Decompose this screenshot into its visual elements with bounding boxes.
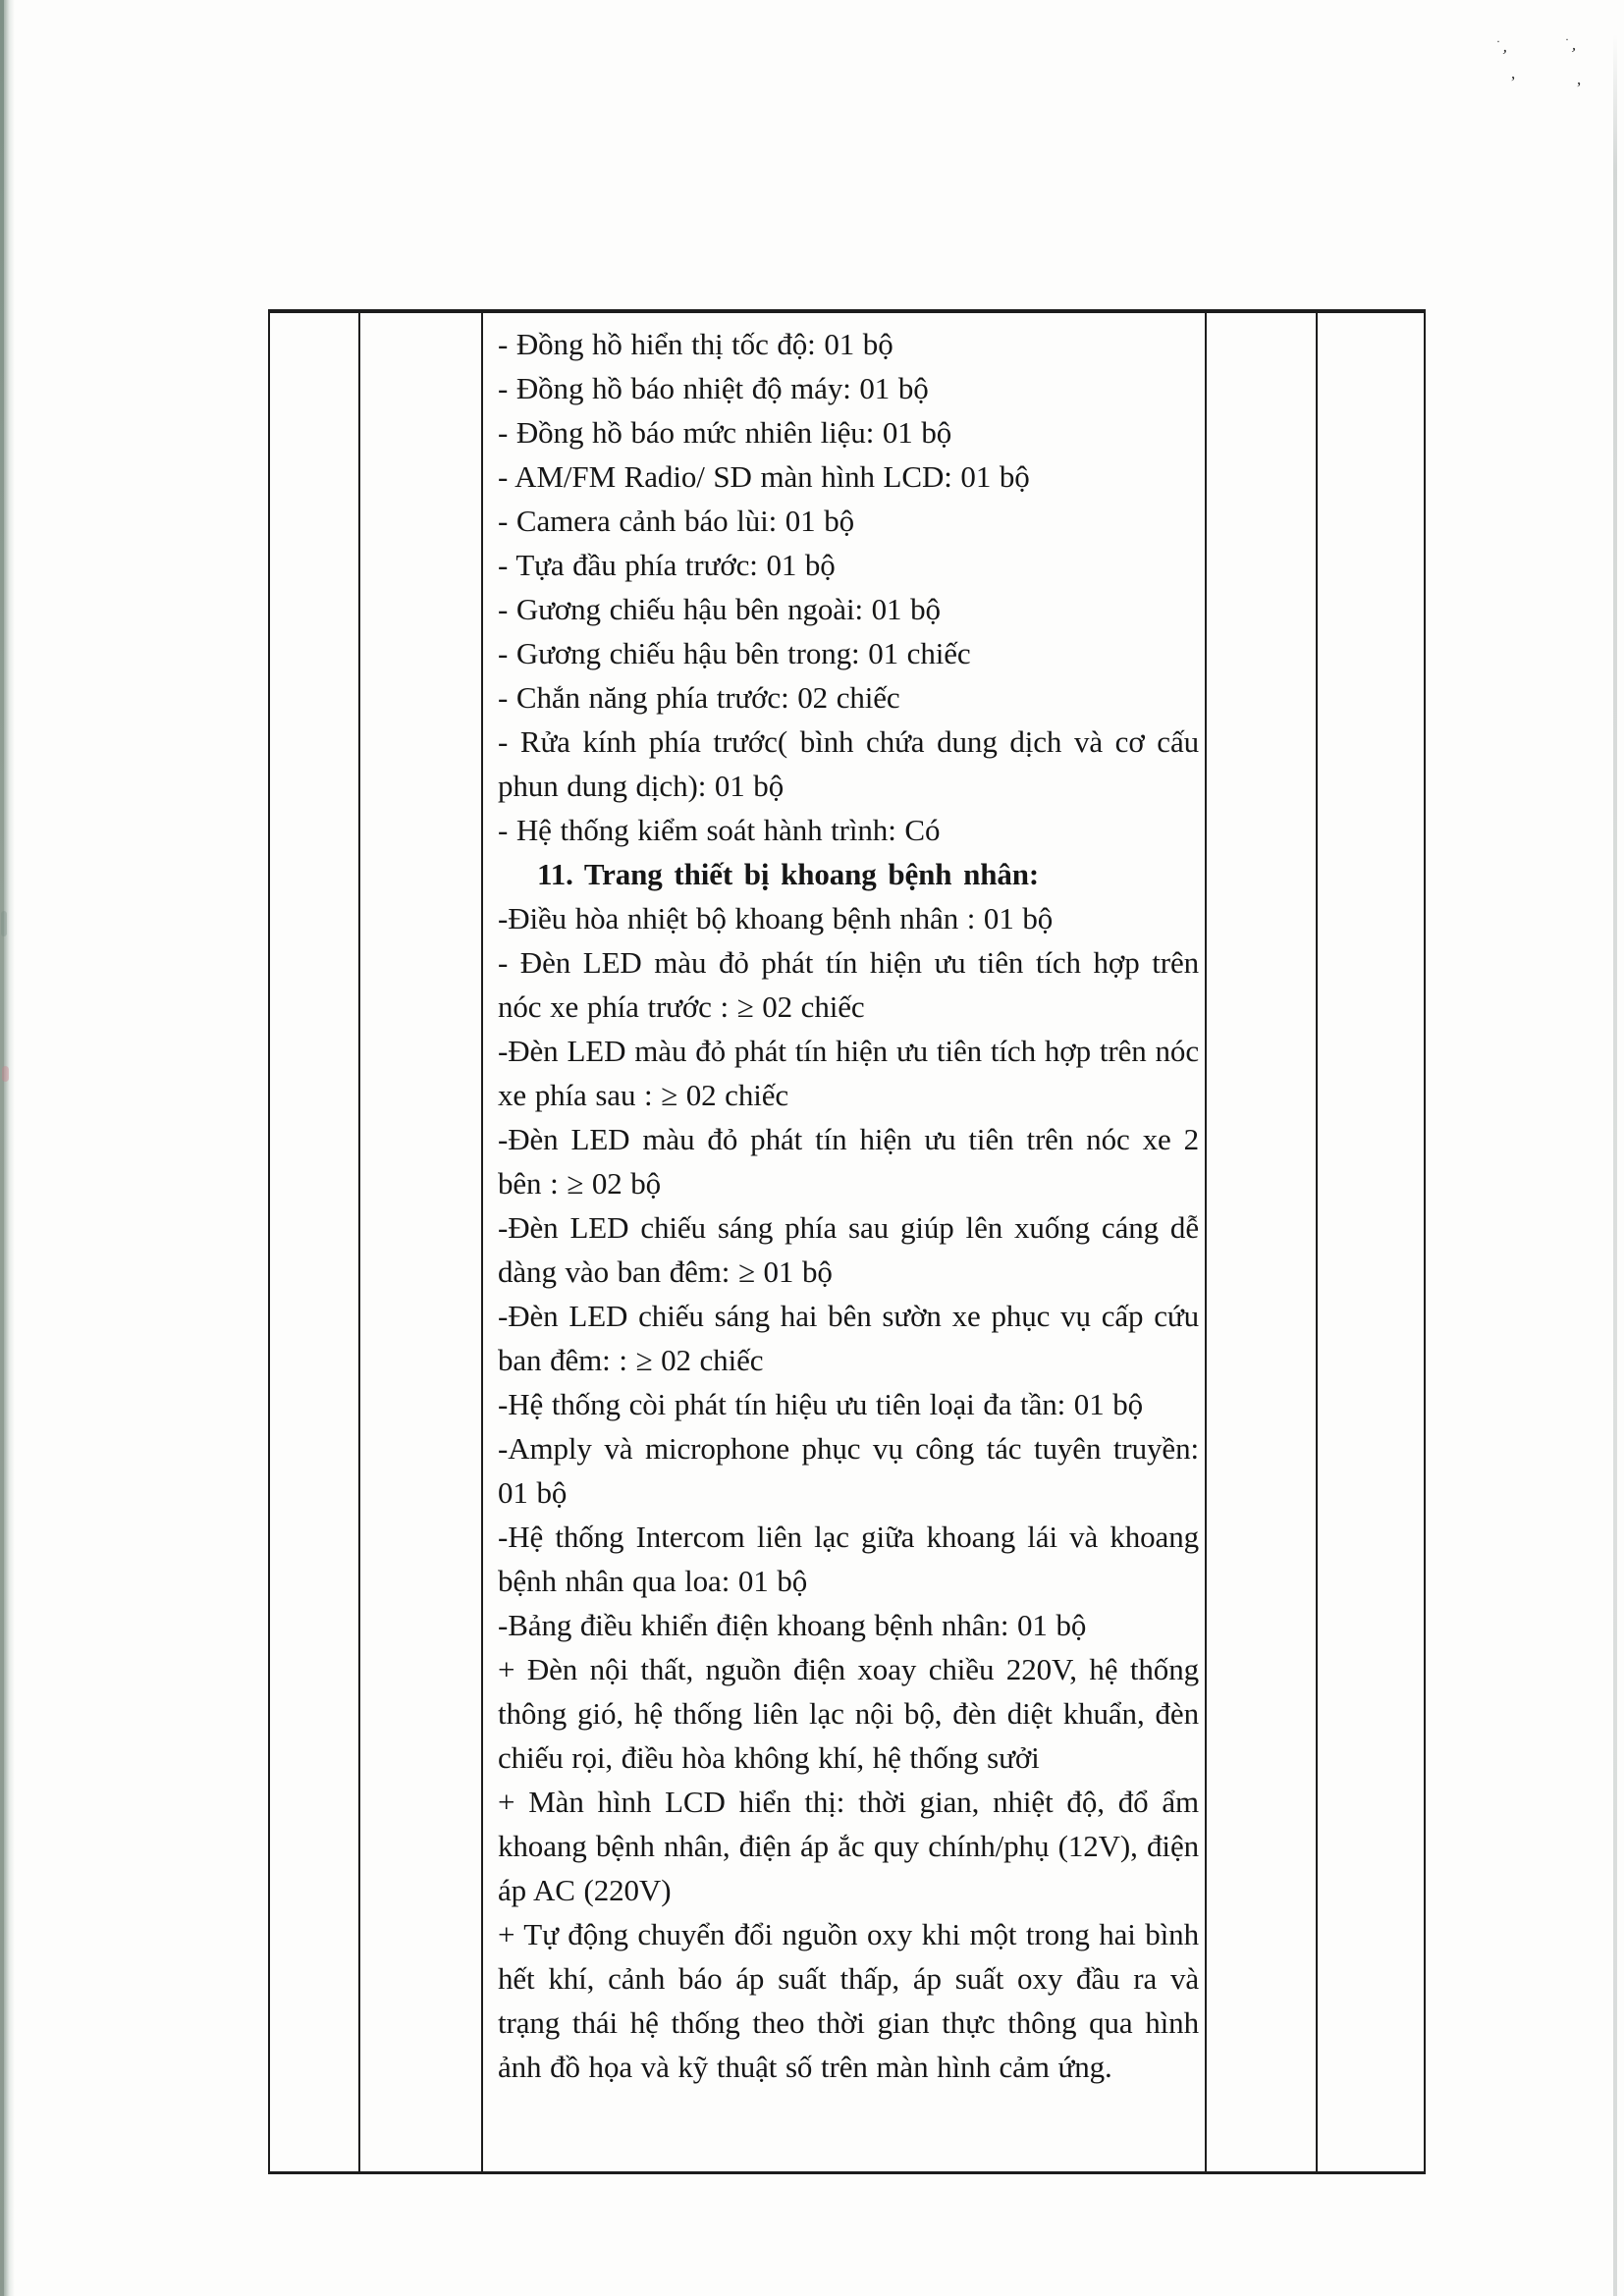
spec-paragraph: -Đèn LED chiếu sáng hai bên sườn xe phục vụ cấp cứu ban đêm: : ≥ 02 chiếc	[498, 1299, 1199, 1377]
spec-paragraph: -Bảng điều khiển điện khoang bệnh nhân: 01 bộ	[498, 1608, 1087, 1642]
spec-paragraph: - Rửa kính phía trước( bình chứa dung dịch và cơ cấu phun dung dịch): 01 bộ	[498, 724, 1199, 803]
ink-speck: ·	[1496, 34, 1500, 48]
ink-speck: ,	[1511, 64, 1516, 82]
ink-speck: ·	[1565, 32, 1569, 46]
ink-speck: ,	[1577, 70, 1582, 88]
spec-paragraph: -Đèn LED màu đỏ phát tín hiện ưu tiên trên nóc xe 2 bên : ≥ 02 bộ	[498, 1122, 1199, 1201]
specification-table	[268, 309, 1426, 2174]
spec-paragraph: + Đèn nội thất, nguồn điện xoay chiều 220V, hệ thống thông gió, hệ thống liên lạc nội bộ, đèn diệt khuẩn, đèn chiếu rọi, điều hòa không khí, hệ thống sưởi	[498, 1652, 1199, 1775]
spec-paragraph: -Hệ thống Intercom liên lạc giữa khoang lái và khoang bệnh nhân qua loa: 01 bộ	[498, 1520, 1199, 1598]
table-column-divider-3	[1205, 313, 1207, 2171]
spec-paragraph: - Gương chiếu hậu bên trong: 01 chiếc	[498, 636, 971, 670]
spec-paragraph: - Chắn năng phía trước: 02 chiếc	[498, 680, 900, 715]
spec-paragraph: - Camera cảnh báo lùi: 01 bộ	[498, 504, 855, 538]
spec-paragraph: -Amply và microphone phục vụ công tác tuyên truyền: 01 bộ	[498, 1431, 1199, 1510]
scan-edge-right-artifact	[1613, 34, 1617, 2296]
spec-paragraph: -Đèn LED màu đỏ phát tín hiện ưu tiên tích hợp trên nóc xe phía sau : ≥ 02 chiếc	[498, 1034, 1199, 1112]
spec-paragraph: + Tự động chuyển đổi nguồn oxy khi một trong hai bình hết khí, cảnh báo áp suất thấp, áp suất oxy đầu ra và trạng thái hệ thống theo thời gian thực thông qua hình ảnh đồ họa và kỹ thuật số trên màn hình cảm ứng.	[498, 1917, 1199, 2084]
spec-paragraph: -Hệ thống còi phát tín hiệu ưu tiên loại đa tần: 01 bộ	[498, 1387, 1144, 1421]
spec-paragraph: -Điều hòa nhiệt bộ khoang bệnh nhân : 01 bộ	[498, 901, 1054, 935]
spec-paragraph: - Hệ thống kiểm soát hành trình: Có	[498, 813, 941, 847]
scan-edge-left-artifact	[0, 0, 15, 2296]
spec-paragraph: 11. Trang thiết bị khoang bệnh nhân:	[537, 857, 1040, 891]
spec-paragraph: - AM/FM Radio/ SD màn hình LCD: 01 bộ	[498, 459, 1030, 494]
spec-paragraph: + Màn hình LCD hiển thị: thời gian, nhiệt độ, đổ ẩm khoang bệnh nhân, điện áp ắc quy chính/phụ (12V), điện áp AC (220V)	[498, 1785, 1199, 1907]
ink-speck: ʼ	[1499, 45, 1509, 66]
spec-paragraph: -Đèn LED chiếu sáng phía sau giúp lên xuống cáng dễ dàng vào ban đêm: ≥ 01 bộ	[498, 1210, 1199, 1289]
spec-paragraph: - Đèn LED màu đỏ phát tín hiện ưu tiên tích hợp trên nóc xe phía trước : ≥ 02 chiếc	[498, 945, 1199, 1024]
ink-speck: ʼ	[1567, 43, 1578, 64]
spec-paragraph: - Đồng hồ báo mức nhiên liệu: 01 bộ	[498, 415, 952, 450]
margin-smudge-pink	[2, 1066, 9, 1082]
table-column-divider-1	[358, 313, 360, 2171]
spec-paragraph: - Đồng hồ báo nhiệt độ máy: 01 bộ	[498, 371, 929, 405]
spec-paragraph: - Đồng hồ hiển thị tốc độ: 01 bộ	[498, 327, 893, 361]
margin-smudge-gray	[1, 911, 7, 936]
equipment-spec-text-column	[483, 313, 1205, 2089]
spec-paragraph: - Gương chiếu hậu bên ngoài: 01 bộ	[498, 592, 941, 626]
spec-paragraph: - Tựa đầu phía trước: 01 bộ	[498, 548, 836, 582]
table-column-divider-4	[1316, 313, 1318, 2171]
